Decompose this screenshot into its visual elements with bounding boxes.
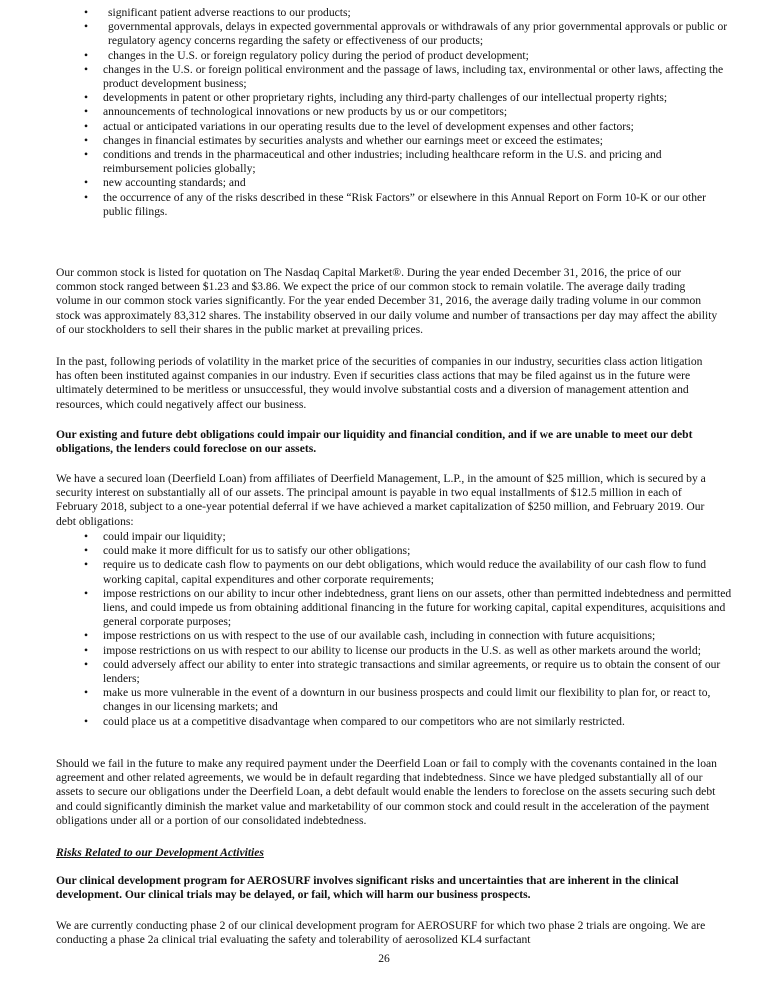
list-item [84,134,734,148]
list-item [84,544,734,558]
bullet-icon: • [84,629,89,643]
bullet-icon: • [84,558,89,572]
phase2-paragraph: We are currently conducting phase 2 of our clinical development program for AEROSURF for which two phase 2 trials are ongoing. We are conducting a phase 2a clinical trial evaluating the safety and tolerability of aerosolized KL4 surfactant [56,919,706,947]
list-item-text: impose restrictions on our ability to incur other indebtedness, grant liens on our assets, other than permitted indebtedness and permitted liens, and could impede us from obtaining additional financing in the future for working capital, capital expenditures, acquisitions and general corporate purposes; [103,586,732,629]
bullet-icon: • [84,544,89,558]
bullet-icon: • [84,119,89,133]
bullet-icon: • [84,105,89,119]
page-number: 26 [378,952,390,965]
list-item [84,629,734,643]
list-item [84,587,734,630]
bullet-icon: • [84,643,89,657]
list-item-text: the occurrence of any of the risks described in these “Risk Factors” or elsewhere in this Annual Report on Form 10-K or our other public filings. [103,190,707,218]
debt-risk-heading: Our existing and future debt obligations could impair our liquidity and financial condition, and if we are unable to meet our debt obligations, the lenders could foreclose on our assets. [56,428,693,456]
list-item-text: actual or anticipated variations in our operating results due to the level of development expenses and other factors; [103,119,634,133]
bullet-icon: • [84,133,89,147]
list-item-text: announcements of technological innovations or new products by us or our competitors; [103,105,508,119]
bullet-icon: • [84,91,89,105]
list-item-text: make us more vulnerable in the event of a downturn in our business prospects and could limit our flexibility to plan for, or react to, changes in our licensing markets; and [103,686,711,714]
bullet-icon: • [84,20,89,34]
list-item-text: changes in financial estimates by securities analysts and whether our earnings meet or exceed the estimates; [103,133,603,147]
list-item-text: could impair our liquidity; [103,530,226,543]
list-item-text: require us to dedicate cash flow to payments on our debt obligations, which would reduce the availability of our cash flow to fund working capital, capital expenditures and other corporate requirements; [103,558,707,586]
list-item-text: could make it more difficult for us to satisfy our other obligations; [103,544,411,558]
bullet-icon: • [84,686,89,700]
list-item-text: impose restrictions on us with respect to the use of our available cash, including in connection with future acquisitions; [103,629,656,643]
list-item-text: changes in the U.S. or foreign regulatory policy during the period of product development; [108,48,529,62]
default-paragraph: Should we fail in the future to make any required payment under the Deerfield Loan or fail to comply with the covenants contained in the loan agreement and other related agreements, we would be in default regarding that indebtedness. Since we have pledged substantially all of our assets to secure our obligations under the Deerfield Loan, a debt default would enable the lenders to foreclose on the assets securing such debt and could significantly diminish the market value and marketability of our common stock and could result in the acceleration of the payment obligations under all or a portion of our consolidated indebtedness. [56,757,717,827]
volatility-factors-list [84,6,734,219]
bullet-icon: • [84,62,89,76]
bullet-icon: • [84,190,89,204]
bullet-icon: • [84,176,89,190]
class-action-paragraph: In the past, following periods of volatility in the market price of the securities of companies in our industry, securities class action litigation has often been instituted against companies in our industry. Even if securities class actions that may be filed against us in the future were ultimately determined to be meritless or unsuccessful, they would involve substantial costs and a diversion of management attention and resources, which could negatively affect our business. [56,355,703,411]
bullet-icon: • [84,657,89,671]
list-item-text: new accounting standards; and [103,176,246,190]
list-item [84,120,734,134]
bullet-icon: • [84,530,89,543]
bullet-icon: • [84,6,89,19]
list-item-text: significant patient adverse reactions to our products; [108,6,351,19]
list-item [84,176,734,190]
list-item-text: impose restrictions on us with respect to our ability to license our products in the U.S. as well as other markets around the world; [103,643,701,657]
bullet-icon: • [84,714,89,728]
list-item-text: changes in the U.S. or foreign political environment and the passage of laws, including tax, environmental or other laws, affecting the product development business; [103,62,724,91]
list-item [84,644,734,658]
list-item [84,6,734,20]
list-item [84,148,734,176]
list-item-text: governmental approvals, delays in expected governmental approvals or withdrawals of any prior governmental approvals or public or regulatory agency concerns regarding the safety or effectiveness of our products; [108,20,728,48]
bullet-icon: • [84,148,89,162]
list-item [84,49,734,63]
list-item [84,20,734,48]
list-item-text: developments in patent or other proprietary rights, including any third-party challenges of our intellectual property rights; [103,91,668,105]
list-item [84,530,734,544]
list-item [84,715,734,729]
deerfield-loan-paragraph: We have a secured loan (Deerfield Loan) from affiliates of Deerfield Management, L.P., in the amount of $25 million, which is secured by a security interest on substantially all of our assets. The principal amount is payable in two equal installments of $12.5 million in each of February 2018, subject to a one-year potential deferral if we have achieved a market capitalization of $250 million, and February 2019. Our debt obligations: [56,472,706,528]
list-item [84,686,734,714]
list-item-text: could place us at a competitive disadvantage when compared to our competitors who are not similarly restricted. [103,714,625,728]
bullet-icon: • [84,586,89,600]
list-item [84,91,734,105]
stock-price-paragraph: Our common stock is listed for quotation on The Nasdaq Capital Market®. During the year ended December 31, 2016, the price of our common stock ranged between $1.23 and $3.86. We expect the price of our common stock to remain volatile. The average daily trading volume in our common stock varies significantly. For the year ended December 31, 2016, the average daily trading volume in our common stock was approximately 83,312 shares. The instability observed in our daily volume and number of transactions per day may affect the ability of our stockholders to sell their shares in the public market at prevailing prices. [56,266,718,336]
list-item-text: conditions and trends in the pharmaceutical and other industries; including healthcare reform in the U.S. and pricing and reimbursement policies globally; [103,148,662,176]
list-item [84,658,734,686]
debt-obligations-list [84,530,734,729]
clinical-risk-heading: Our clinical development program for AEROSURF involves significant risks and uncertainties that are inherent in the clinical development. Our clinical trials may be delayed, or fail, which will harm our business prospects. [56,874,679,902]
list-item [84,105,734,119]
list-item [84,558,734,586]
list-item [84,63,734,91]
section-heading: Risks Related to our Development Activities [56,846,264,859]
list-item [84,191,734,219]
bullet-icon: • [84,48,89,62]
list-item-text: could adversely affect our ability to enter into strategic transactions and similar agreements, or require us to obtain the consent of our lenders; [103,657,721,686]
